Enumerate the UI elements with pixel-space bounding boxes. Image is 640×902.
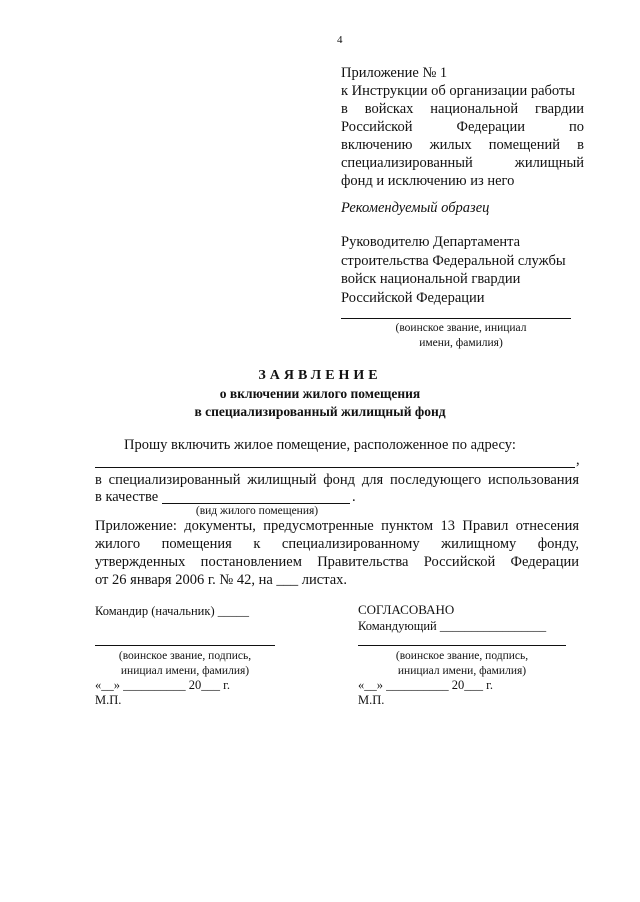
appendix-line: Приложение № 1	[341, 65, 448, 81]
quality-label: в качестве	[95, 489, 159, 505]
addressee-line: Руководителю Департамента	[341, 234, 521, 250]
addressee-line: войск национальной гвардии	[341, 271, 521, 287]
document-subtitle: в специализированный жилищный фонд	[194, 404, 446, 419]
attachment-line: утвержденных постановлением Правительства Российской Федерации	[95, 554, 579, 570]
addressee-caption-line: (воинское звание, инициал	[395, 322, 527, 334]
addressee-block	[341, 233, 566, 307]
addressee-line: строительства Федеральной службы	[341, 252, 566, 269]
commanding-caption	[358, 649, 566, 679]
appendix-line: специализированный жилищный	[341, 155, 584, 171]
commander-label: Командир (начальник) _____	[95, 604, 249, 618]
premise-type-caption: (вид жилого помещения)	[195, 505, 319, 517]
commander-signature-line[interactable]	[95, 645, 275, 646]
attachment-line: жилого помещения к специализированному жилищному фонду,	[95, 536, 579, 552]
addressee-caption	[341, 321, 581, 351]
addressee-name-line[interactable]	[341, 318, 571, 319]
address-comma: ,	[576, 452, 580, 468]
appendix-line: включению жилых помещений в	[341, 137, 584, 153]
appendix-line: Российской Федерации по	[341, 119, 584, 135]
appendix-line: фонд и исключению из него	[341, 173, 515, 189]
commanding-stamp: М.П.	[358, 693, 385, 707]
commanding-signature-line[interactable]	[358, 645, 566, 646]
commander-caption-line: (воинское звание, подпись,	[118, 650, 252, 662]
attachment-line: от 26 января 2006 г. № 42, на ___ листах.	[95, 572, 348, 588]
request-line: Прошу включить жилое помещение, расположенное по адресу:	[124, 437, 516, 453]
addressee-line: Российской Федерации	[341, 289, 485, 306]
commanding-date-line: «__» __________ 20___ г.	[358, 678, 493, 692]
addressee-caption-line: имени, фамилия)	[419, 337, 503, 349]
appendix-header	[341, 64, 584, 190]
commanding-caption-line: (воинское звание, подпись,	[395, 650, 529, 662]
commander-caption-line: инициал имени, фамилия)	[120, 665, 250, 677]
commander-date-line: «__» __________ 20___ г.	[95, 678, 230, 692]
appendix-line: к Инструкции об организации работы	[341, 83, 576, 99]
commander-stamp: М.П.	[95, 693, 122, 707]
document-subtitle: о включении жилого помещения	[219, 386, 421, 401]
commanding-caption-line: инициал имени, фамилия)	[397, 665, 527, 677]
document-title: ЗАЯВЛЕНИЕ	[258, 368, 382, 383]
approved-label: СОГЛАСОВАНО	[358, 602, 455, 617]
attachment-line: Приложение: документы, предусмотренные пунктом 13 Правил отнесения	[95, 518, 579, 534]
quality-period: .	[352, 489, 356, 505]
commanding-label: Командующий _________________	[358, 619, 547, 633]
address-field-line[interactable]	[95, 467, 575, 468]
commander-caption	[95, 649, 275, 679]
appendix-line: в войсках национальной гвардии	[341, 101, 584, 117]
page-number: 4	[337, 34, 343, 46]
sample-label: Рекомендуемый образец	[341, 200, 490, 216]
purpose-line: в специализированный жилищный фонд для последующего использования	[95, 472, 579, 488]
